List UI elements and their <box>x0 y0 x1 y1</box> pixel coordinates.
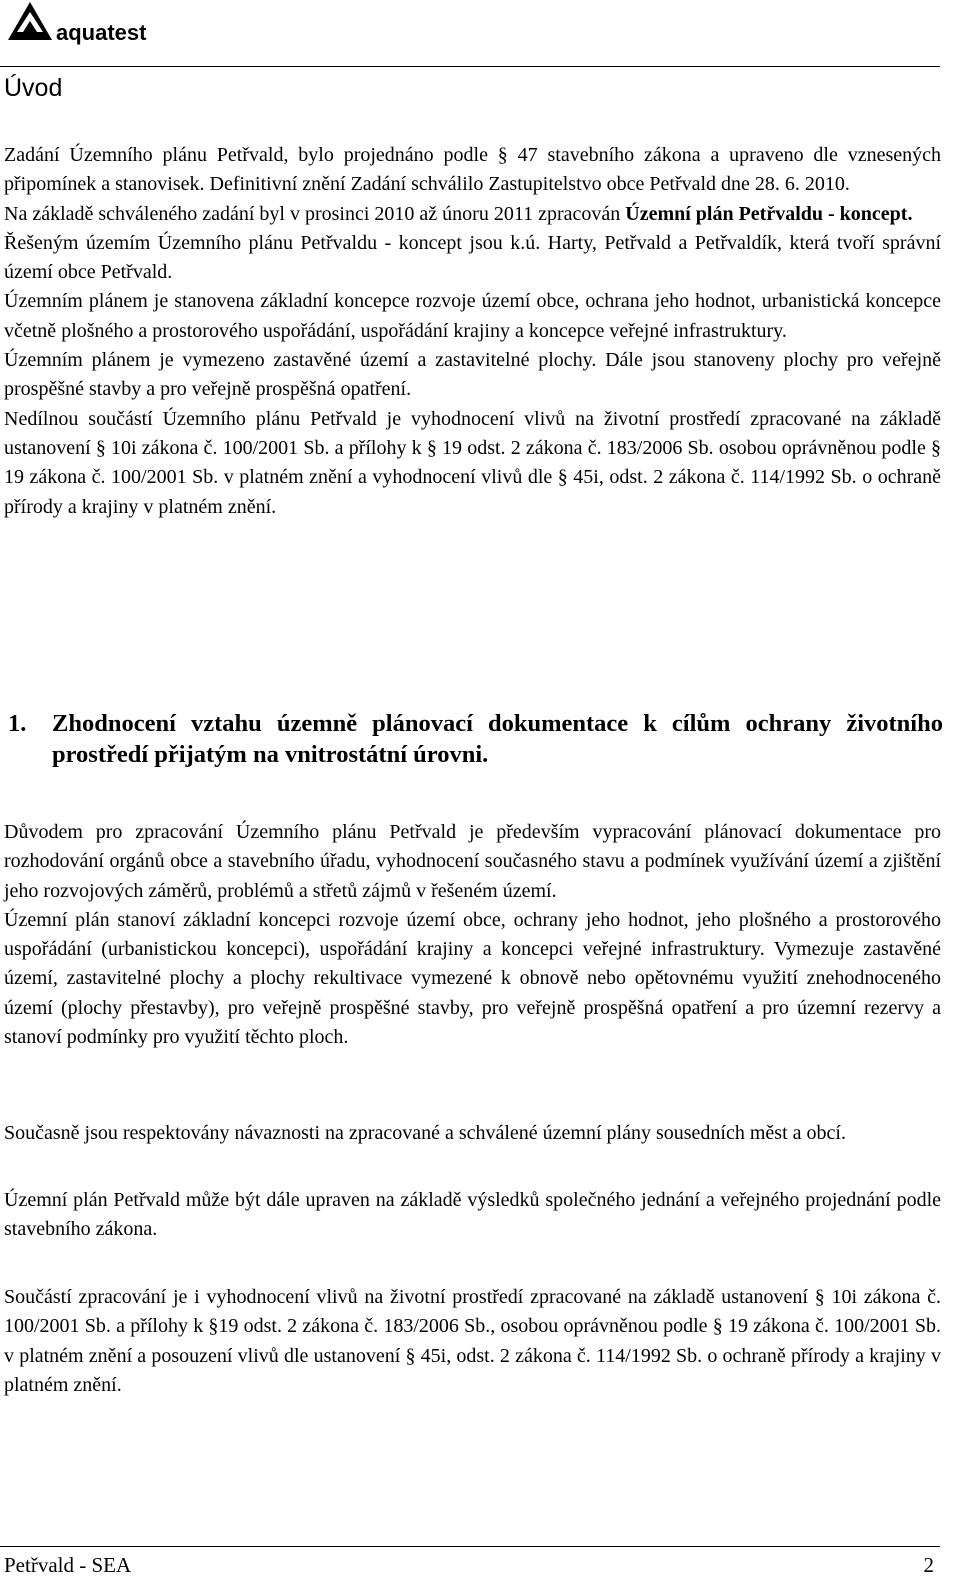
header-rule <box>0 66 940 67</box>
page-number: 2 <box>923 1553 934 1577</box>
logo-mark-icon <box>4 0 214 50</box>
body-section <box>4 818 941 1052</box>
intro-paragraph-2-bold: Územní plán Petřvaldu - koncept. <box>625 202 913 225</box>
body-paragraph-4: Územní plán Petřvald může být dále upraven na základě výsledků společného jednání a veřejného projednání podle stavebního zákona. <box>4 1189 941 1241</box>
body-paragraph-5: Součástí zpracování je i vyhodnocení vlivů na životní prostředí zpracované na základě ustanovení § 10i zákona č. 100/2001 Sb. a přílohy k §19 odst. 2 zákona č. 183/2006 Sb., osobou oprávněnou podle § 19 zákona č. 100/2001 Sb. v platném znění a posouzení vlivů dle ustanovení § 45i, odst. 2 zákona č. 114/1992 Sb. o ochraně přírody a krajiny v platném znění. <box>4 1286 941 1396</box>
aquatest-logo <box>4 0 214 50</box>
intro-paragraph-2-text: Na základě schváleného zadání byl v prosinci 2010 až únoru 2011 zpracován <box>4 202 621 225</box>
logo-text: aquatest <box>56 20 147 45</box>
body-paragraph-2: Územní plán stanoví základní koncepci rozvoje území obce, ochrany jeho hodnot, jeho plošného a prostorového uspořádání (urbanistickou koncepci), uspořádání krajiny a koncepci veřejné infrastruktury. Vymezuje zastavěné území, zastavitelné plochy a plochy rekultivace vymezené k obnově nebo opětovnému využití znehodnoceného území (plochy přestavby), pro veřejně prospěšné stavby, pro veřejně prospěšná opatření a pro územní rezervy a stanoví podmínky pro využití těchto ploch. <box>4 908 941 1049</box>
chapter-title: Zhodnocení vztahu územně plánovací dokumentace k cílům ochrany životního prostředí přijatým na vnitrostátní úrovni. <box>52 710 943 768</box>
intro-paragraph-6: Nedílnou součástí Územního plánu Petřvald je vyhodnocení vlivů na životní prostředí zpracované na základě ustanovení § 10i zákona č. 100/2001 Sb. a přílohy k § 19 odst. 2 zákona č. 183/2006 Sb. osobou oprávněnou podle § 19 zákona č. 100/2001 Sb. v platném znění a vyhodnocení vlivů dle § 45i, odst. 2 zákona č. 114/1992 Sb. o ochraně přírody a krajiny v platném znění. <box>4 407 941 518</box>
intro-paragraph-2 <box>4 200 941 229</box>
intro-paragraph-5: Územním plánem je vymezeno zastavěné území a zastavitelné plochy. Dále jsou stanoveny plochy pro veřejně prospěšné stavby a pro veřejně prospěšná opatření. <box>4 349 941 401</box>
footer-document-name: Petřvald - SEA <box>4 1553 132 1577</box>
body-paragraph-3: Současně jsou respektovány návaznosti na zpracované a schválené územní plány sousedních měst a obcí. <box>4 1122 846 1144</box>
footer-rule <box>0 1546 940 1547</box>
body-paragraph-1: Důvodem pro zpracování Územního plánu Petřvald je především vypracování plánovací dokumentace pro rozhodování orgánů obce a stavebního úřadu, vyhodnocení současného stavu a podmínek využívání území a zjištění jeho rozvojových záměrů, problémů a střetů zájmů v řešeném území. <box>4 821 941 902</box>
intro-paragraph-4: Územním plánem je stanovena základní koncepce rozvoje území obce, ochrana jeho hodnot, urbanistická koncepce včetně plošného a prostorového uspořádání, uspořádání krajiny a koncepce veřejné infrastruktury. <box>4 290 941 342</box>
chapter-number: 1. <box>8 710 27 737</box>
chapter-heading <box>8 708 943 770</box>
intro-paragraph-3: Řešeným územím Územního plánu Petřvaldu - koncept jsou k.ú. Harty, Petřvald a Petřvaldík, která tvoří správní území obce Petřvald. <box>4 231 941 284</box>
intro-section <box>4 141 941 522</box>
intro-paragraph-1: Zadání Územního plánu Petřvald, bylo projednáno podle § 47 stavebního zákona a upraveno dle vznesených připomínek a stanovisek. Definitivní znění Zadání schválilo Zastupitelstvo obce Petřvald dne 28. 6. 2010. <box>4 144 941 196</box>
section-title: Úvod <box>4 74 63 102</box>
